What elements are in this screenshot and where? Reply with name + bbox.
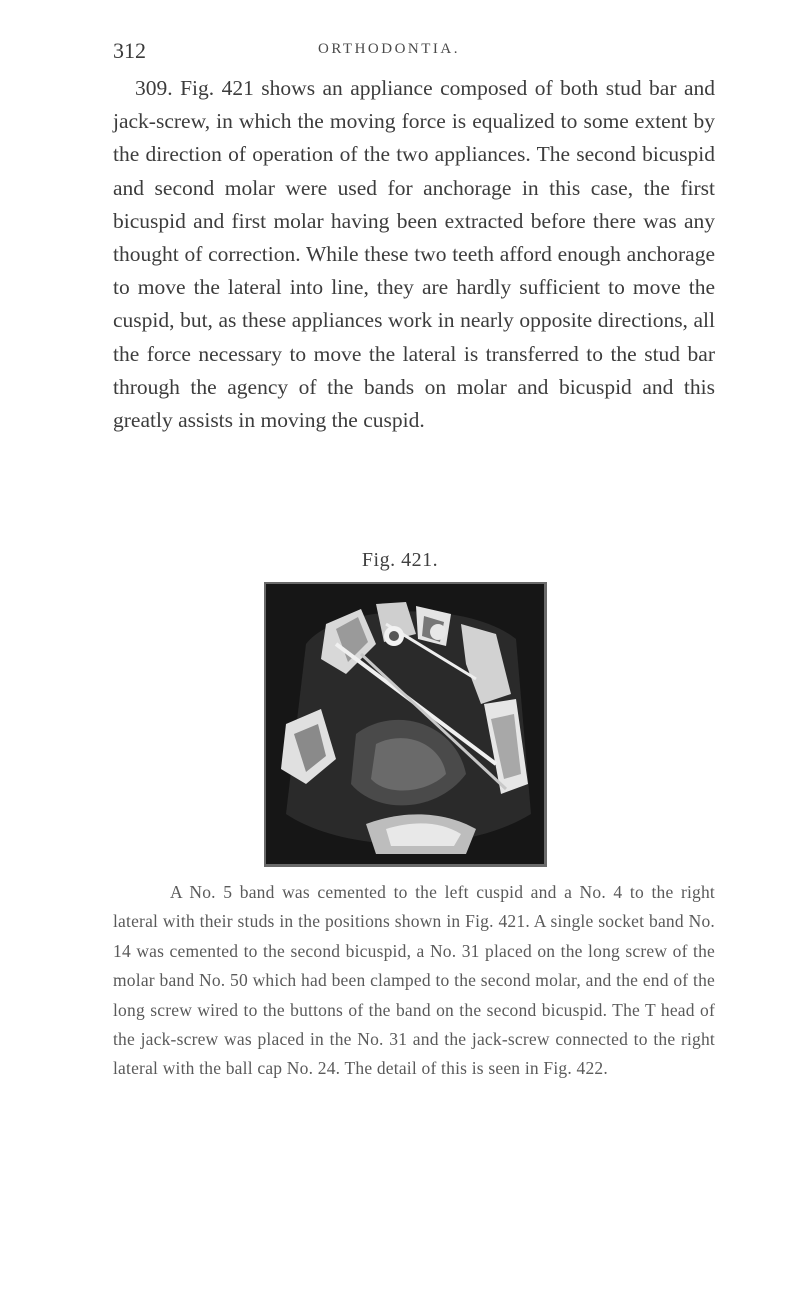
running-title: ORTHODONTIA. [318,41,461,57]
running-head [0,38,800,62]
figure-caption: Fig. 421. [361,549,439,571]
figure-421-dental-cast-photo [264,582,547,867]
dental-cast-icon [266,584,544,864]
page-number: 312 [113,38,146,63]
paragraph-continuation: A No. 5 band was cemented to the left cuspid and a No. 4 to the right lateral with their studs in the positions shown in Fig. 421. A single socket band No. 14 was cemented to the second bicuspid, a No. 31 placed on the long screw of the molar band No. 50 which had been clamped to the second molar, and the end of the long screw wired to the buttons of the band on the second bicuspid. The T head of the jack-screw was placed in the No. 31 and the jack-screw connected to the right lateral with the ball cap No. 24. The detail of this is seen in Fig. 422. [113,882,715,1079]
paragraph-309: 309. Fig. 421 shows an appliance composed of both stud bar and jack-screw, in which the moving force is equalized to some extent by the direction of operation of the two appliances. The second bicuspid and second molar were used for anchorage in this case, the first bicuspid and first molar having been extracted before there was any thought of correction. While these two teeth afford enough anchorage to move the lateral into line, they are hardly sufficient to move the cuspid, but, as these appliances work in nearly opposite directions, all the force necessary to move the lateral is transferred to the stud bar through the agency of the bands on molar and bicuspid and this greatly assists in moving the cuspid. [113,76,715,433]
